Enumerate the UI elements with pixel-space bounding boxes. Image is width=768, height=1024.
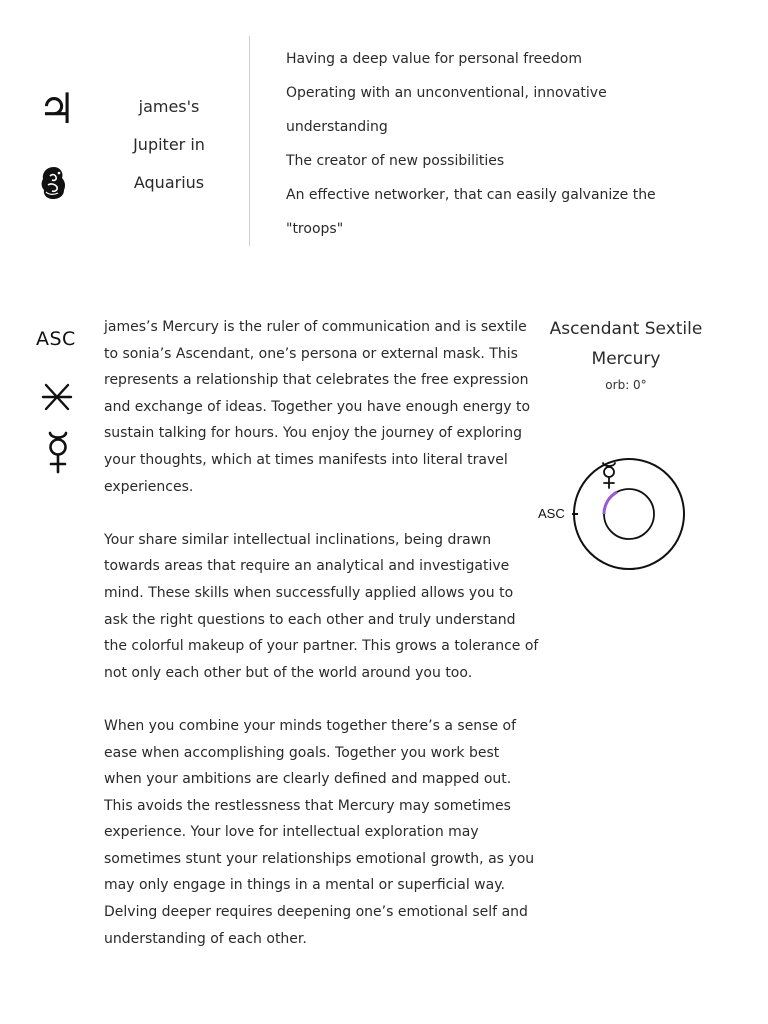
placement-title [112,88,226,202]
aspect-wheel [532,448,692,578]
aspect-title-line: Ascendant Sextile [549,319,703,339]
sextile-icon [40,380,74,414]
wheel-asc-label: ASC [538,506,565,521]
mercury-icon [42,430,74,474]
vertical-divider [249,36,250,246]
aquarius-icon [38,164,68,202]
sextile-arc [604,492,617,514]
wheel-mercury-icon [603,463,615,488]
aspect-title-line: Mercury [591,349,661,369]
aspect-title [544,314,708,374]
trait-line: "troops" [286,221,344,237]
description-paragraph: When you combine your minds together there’s a sense of ease when accomplishing goals. Together you work best when your ambitions are clearly defined and mapped out. This avoids the restlessness that Mercury may sometimes experience. Your love for intellectual exploration may sometimes stunt your relationships emotional growth, as you may only engage in things in a mental or superficial way. Delving deeper requires deepening one’s emotional self and understanding of each other. [104,717,535,947]
placement-title-line: james's [138,97,200,116]
orb-value: orb: 0° [605,378,647,392]
description-paragraph: Your share similar intellectual inclinations, being drawn towards areas that require an analytical and investigative mind. These skills when successfully applied allows you to ask the right questions to each other and truly understand the colorful makeup of your partner. This grows a tolerance of not only each other but of the world around you too. [104,531,539,681]
placement-title-line: Aquarius [133,173,205,192]
trait-list [286,42,686,246]
trait-line: Having a deep value for personal freedom [286,51,582,67]
trait-line: Operating with an unconventional, innovative [286,85,607,101]
trait-line: understanding [286,119,388,135]
trait-line: The creator of new possibilities [286,153,505,169]
wheel-outer-ring [574,459,684,569]
ascendant-label: ASC [36,328,76,350]
trait-line: An effective networker, that can easily galvanize the [286,187,656,203]
jupiter-icon: ♃ [38,84,76,133]
placement-title-line: Jupiter in [133,135,205,154]
description-paragraph: james’s Mercury is the ruler of communication and is sextile to sonia’s Ascendant, one’s persona or external mask. This represents a relationship that celebrates the free expression and exchange of ideas. Together you have enough energy to sustain talking for hours. You enjoy the journey of exploring your thoughts, which at times manifests into literal travel experiences. [104,319,531,495]
aspect-description [104,314,540,979]
